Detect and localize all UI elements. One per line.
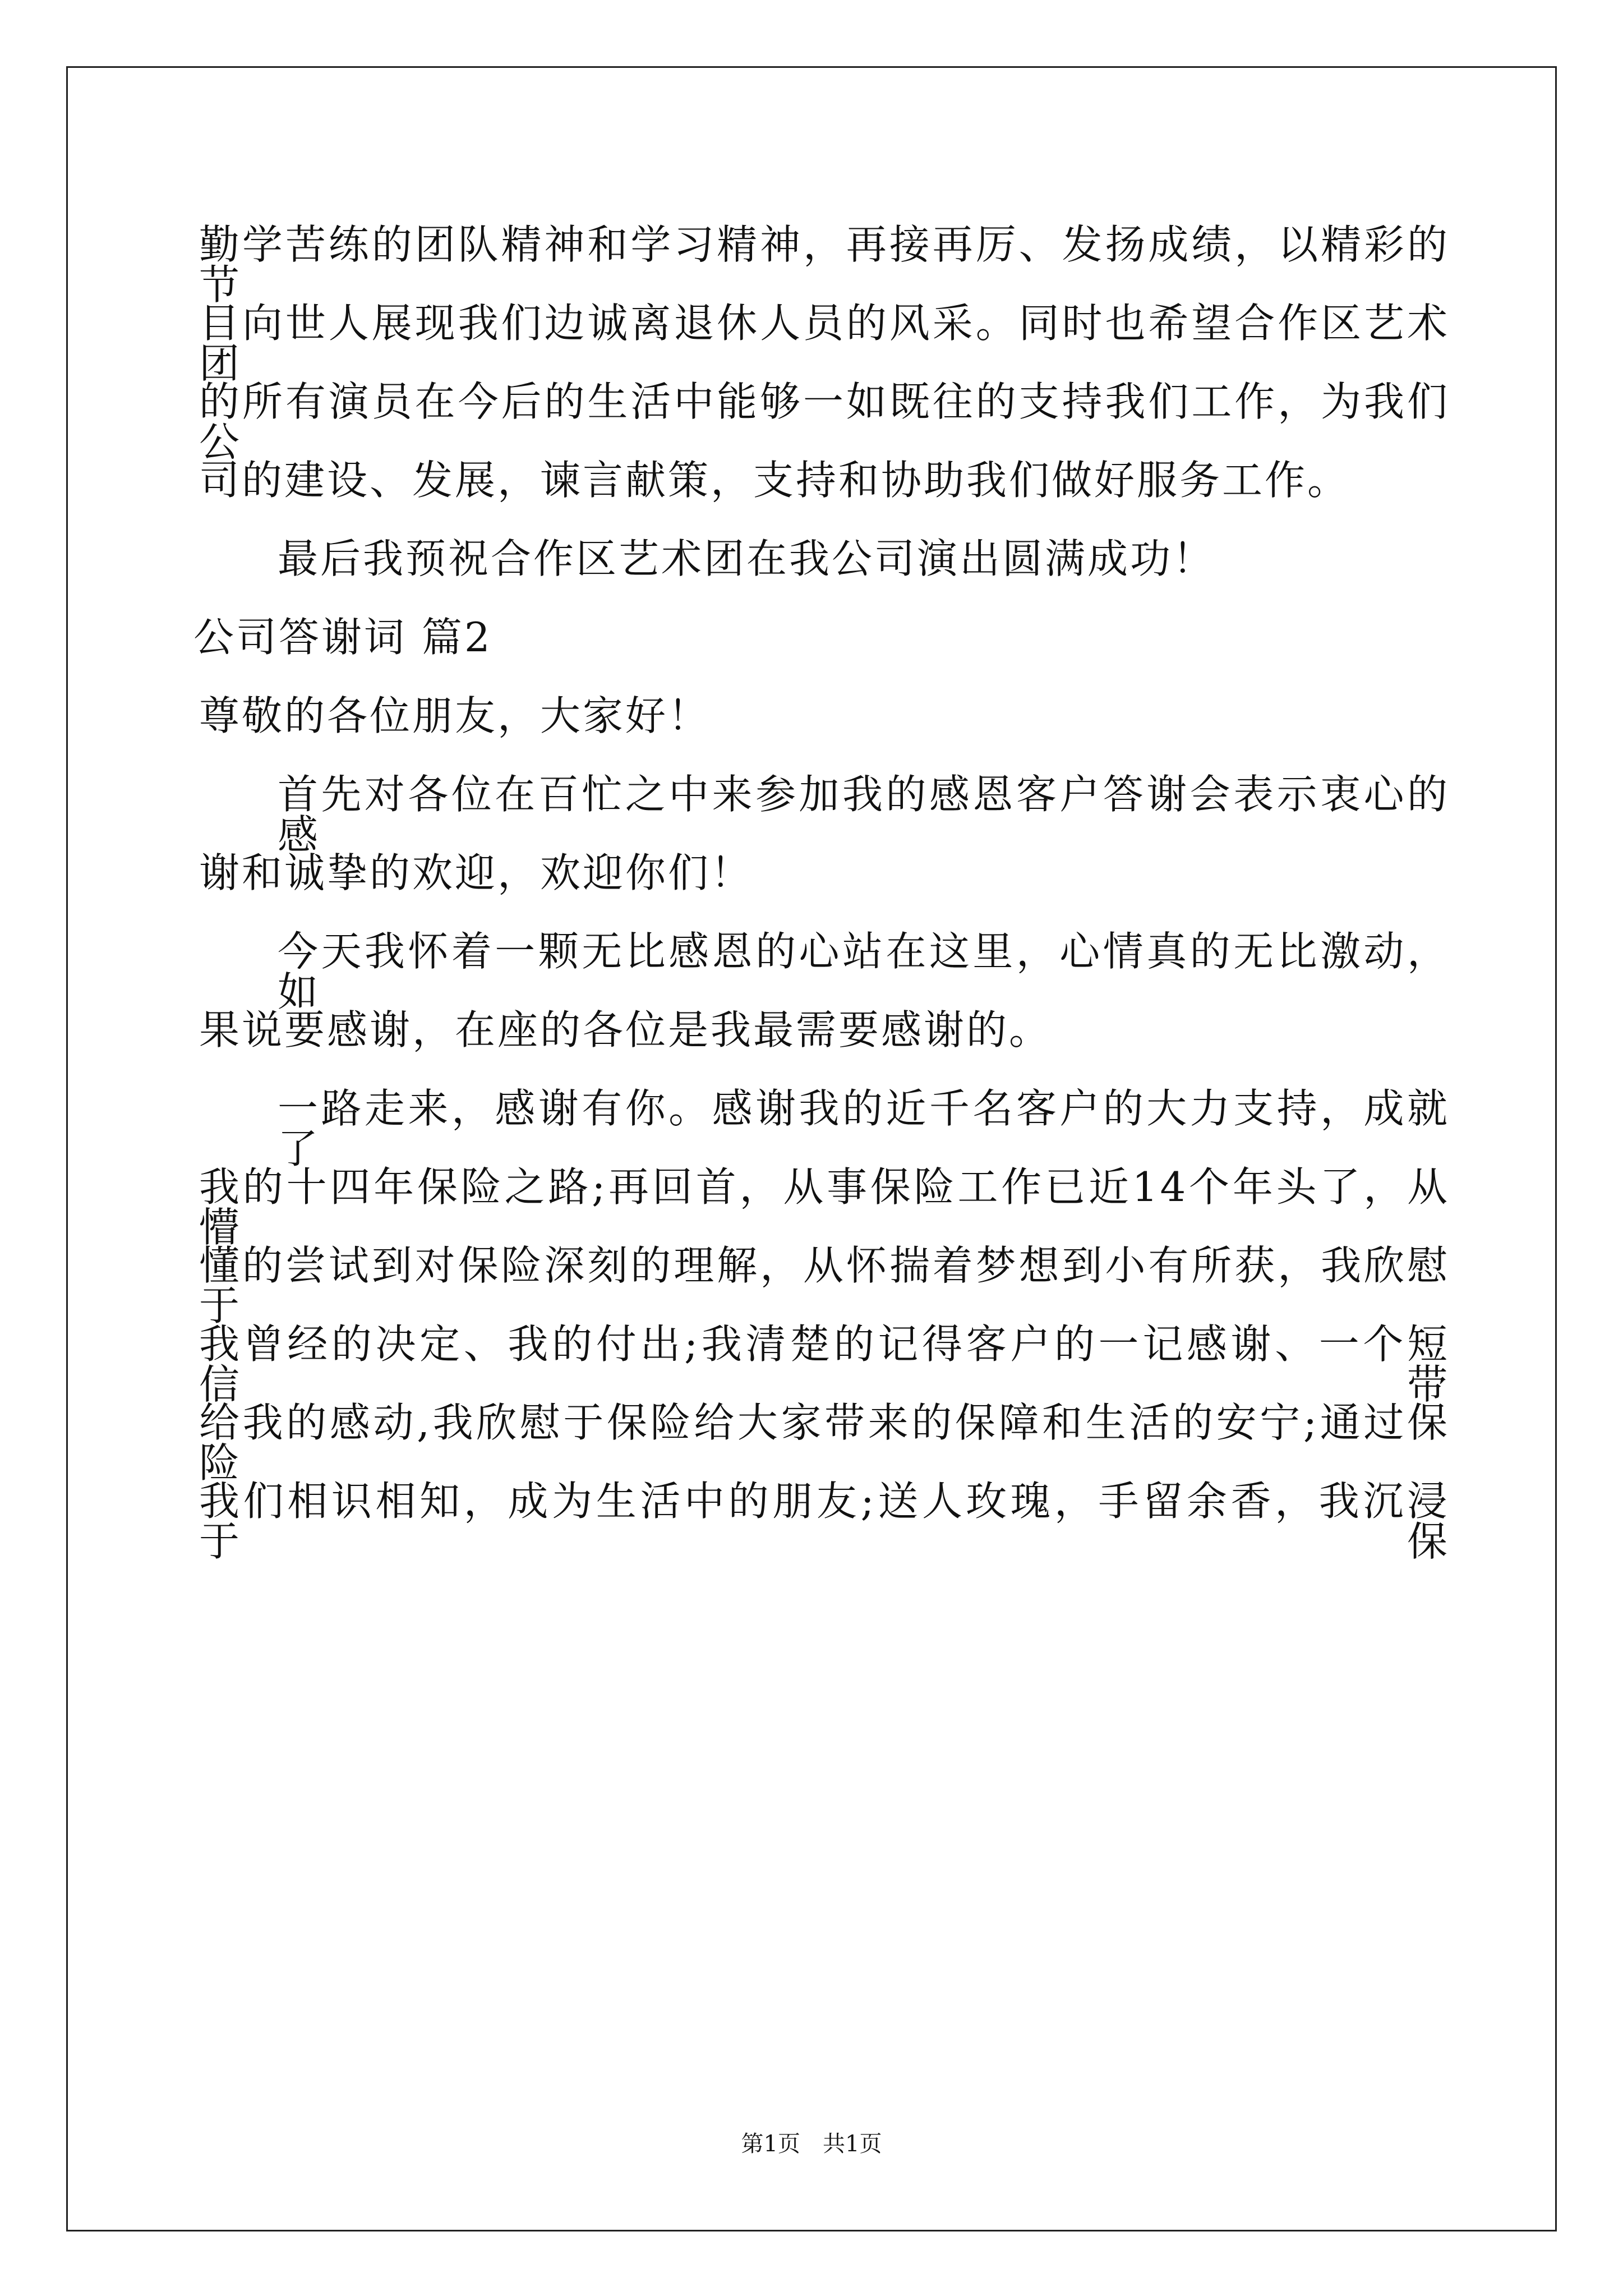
page-total: 共1页 [823, 2131, 882, 2157]
paragraph-line: 勤学苦练的团队精神和学习精神，再接再厉、发扬成绩，以精彩的节 [199, 221, 1450, 309]
paragraph-line: 司的建设、发展，谏言献策，支持和协助我们做好服务工作。 [199, 457, 1350, 504]
paragraph-line: 我的十四年保险之路;再回首，从事保险工作已近14个年头了，从懵 [199, 1163, 1450, 1251]
paragraph-line: 懂的尝试到对保险深刻的理解，从怀揣着梦想到小有所获，我欣慰于 [199, 1242, 1450, 1329]
paragraph-line: 今天我怀着一颗无比感恩的心站在这里，心情真的无比激动，如 [278, 928, 1450, 1015]
paragraph-line: 我曾经的决定、我的付出;我清楚的记得客户的一记感谢、一个短信带 [199, 1320, 1450, 1408]
paragraph-line: 我们相识相知，成为生活中的朋友;送人玫瑰，手留余香，我沉浸于保 [199, 1478, 1450, 1565]
section-heading: 公司答谢词 篇2 [193, 614, 492, 661]
paragraph-line: 给我的感动,我欣慰于保险给大家带来的保障和生活的安宁;通过保险 [199, 1399, 1450, 1487]
paragraph-line: 谢和诚挚的欢迎，欢迎你们！ [199, 849, 754, 896]
page-footer [0, 2126, 1623, 2158]
paragraph-line: 的所有演员在今后的生活中能够一如既往的支持我们工作，为我们公 [199, 378, 1450, 466]
paragraph-line: 果说要感谢，在座的各位是我最需要感谢的。 [199, 1006, 1052, 1053]
paragraph-line: 目向世人展现我们边诚离退休人员的风采。同时也希望合作区艺术团 [199, 300, 1450, 387]
paragraph-line: 最后我预祝合作区艺术团在我公司演出圆满成功！ [278, 535, 1216, 582]
paragraph-line: 首先对各位在百忙之中来参加我的感恩客户答谢会表示衷心的感 [278, 771, 1450, 858]
page-number: 第1页 [741, 2131, 800, 2157]
paragraph-line: 一路走来，感谢有你。感谢我的近千名客户的大力支持，成就了 [278, 1085, 1450, 1172]
salutation: 尊敬的各位朋友，大家好！ [199, 692, 711, 739]
